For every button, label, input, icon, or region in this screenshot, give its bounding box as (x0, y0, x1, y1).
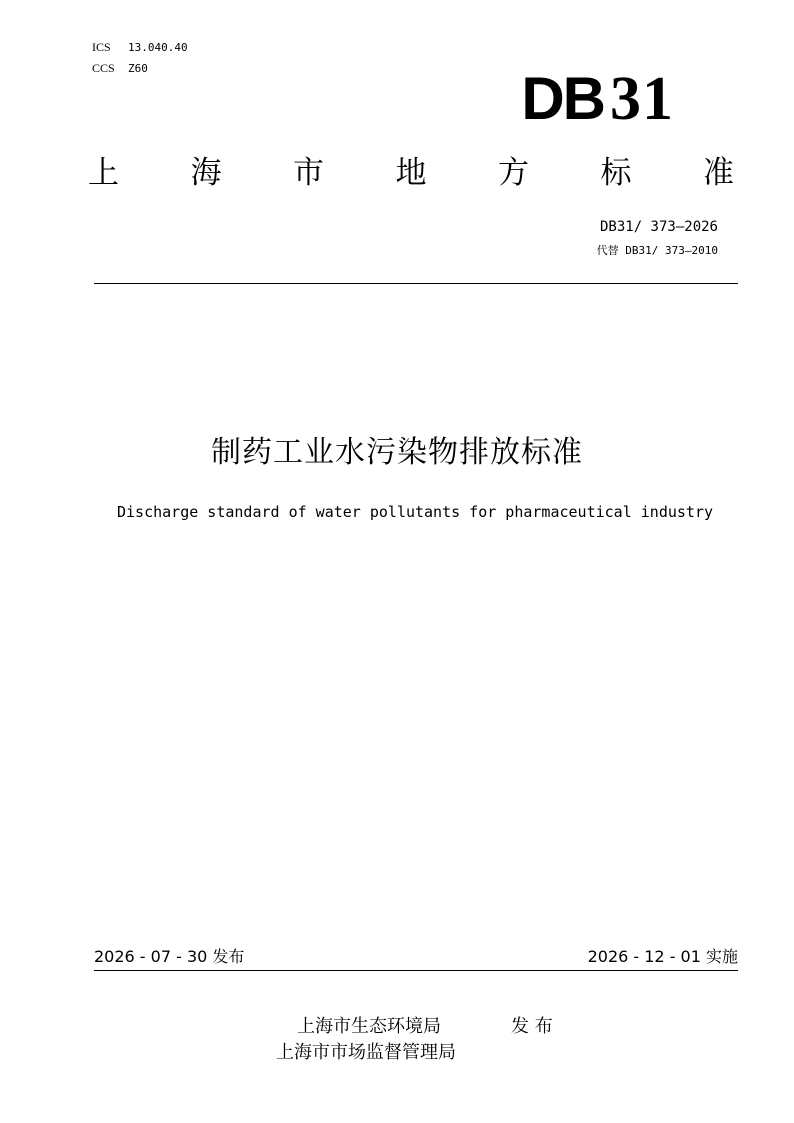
ccs-label: CCS (92, 61, 115, 75)
ccs-value: Z60 (128, 62, 148, 75)
replaces-standard: 代替 DB31/ 373—2010 (596, 244, 718, 257)
standard-type-char: 市 (293, 155, 324, 191)
standard-type-char: 准 (703, 155, 734, 191)
ics-code (92, 40, 188, 55)
document-title-en: Discharge standard of water pollutants for pharmaceutical industry (116, 503, 714, 521)
issue-verb: 发 布 (511, 1016, 553, 1037)
logo-prefix: DB (521, 65, 604, 132)
implementation-date: 2026 - 12 - 01 实施 (587, 947, 738, 966)
standard-type-char: 上 (88, 155, 119, 191)
issuer-market-regulation: 上海市市场监督管理局 (276, 1042, 456, 1063)
ics-value: 13.040.40 (128, 41, 188, 54)
document-title-cn: 制药工业水污染物排放标准 (211, 435, 583, 470)
ccs-code (92, 61, 148, 76)
db31-logo (521, 66, 674, 132)
issuer-environment-bureau: 上海市生态环境局 (297, 1016, 441, 1037)
standard-type-char: 标 (600, 155, 632, 191)
top-divider (94, 283, 738, 284)
standard-type-title (88, 152, 734, 194)
standard-type-char: 地 (395, 155, 427, 191)
issue-date: 2026 - 07 - 30 发布 (94, 947, 245, 966)
logo-number: 31 (610, 65, 674, 133)
standard-type-char: 方 (498, 155, 529, 191)
ics-label: ICS (92, 40, 111, 54)
standard-type-char: 海 (190, 155, 222, 191)
standard-number: DB31/ 373—2026 (599, 219, 718, 235)
bottom-divider (94, 970, 738, 971)
